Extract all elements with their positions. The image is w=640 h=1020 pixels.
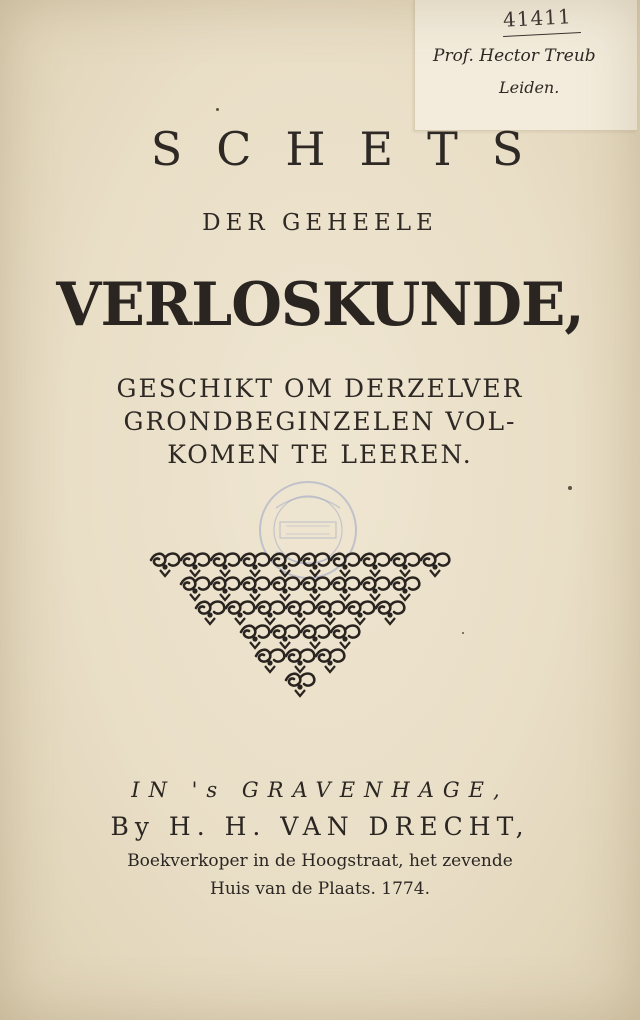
ornament-fleuron [421,554,449,577]
ornament-fleuron [316,650,344,673]
paper-speck [568,486,572,490]
title-line-2: DER GEHEELE [202,210,438,236]
subtitle-line-3: KOMEN TE LEEREN. [167,440,473,469]
subtitle-line-2: GRONDBEGINZELEN VOL- [123,407,517,436]
ornament-fleuron [301,626,329,649]
ornament-fleuron [391,578,419,601]
owner-city: Leiden. [499,78,560,97]
ornament-fleuron [226,602,254,625]
ornament-fleuron [286,602,314,625]
owner-name: Prof. Hector Treub [433,46,596,66]
ornament-fleuron [271,554,299,577]
ornament-fleuron [256,602,284,625]
ornament-fleuron [301,578,329,601]
title-line-3: VERLOSKUNDE, [56,270,584,340]
ornament-fleuron [241,578,269,601]
catalog-number: 41411 [502,4,573,32]
ornament-fleuron [361,554,389,577]
paper-speck [216,108,219,111]
catalog-number-underline [503,32,581,37]
ornament-fleuron [301,554,329,577]
ornament-fleuron [181,554,209,577]
ornament-fleuron [331,626,359,649]
imprint-printer: By H. H. VAN DRECHT, [110,812,530,841]
ornament-fleuron [316,602,344,625]
ornament-fleuron [241,626,269,649]
ornament-fleuron [271,626,299,649]
ornament-fleuron [211,554,239,577]
title-line-1: SCHETS [150,122,558,176]
imprint-address-line-1: Boekverkoper in de Hoogstraat, het zevende [127,851,513,871]
ornament-fleuron [256,650,284,673]
ornament-fleuron [181,578,209,601]
ornament-fleuron [151,554,179,577]
ornament-fleuron [391,554,419,577]
paper-speck [462,632,464,634]
ornament-fleuron [286,650,314,673]
imprint-address-line-2: Huis van de Plaats. 1774. [210,879,430,899]
ornament-fleuron [271,578,299,601]
library-label [414,0,637,131]
ornament-fleuron [241,554,269,577]
printers-ornament-icon [140,548,460,704]
ornament-fleuron [211,578,239,601]
ornament-fleuron [286,674,314,697]
ornament-fleuron [331,554,359,577]
ornament-fleuron [196,602,224,625]
ornament-fleuron [331,578,359,601]
imprint-place: IN 's GRAVENHAGE, [131,778,509,802]
ornament-fleuron [361,578,389,601]
ornament-fleuron [376,602,404,625]
subtitle-line-1: GESCHIKT OM DERZELVER [116,374,524,403]
ornament-fleuron [346,602,374,625]
